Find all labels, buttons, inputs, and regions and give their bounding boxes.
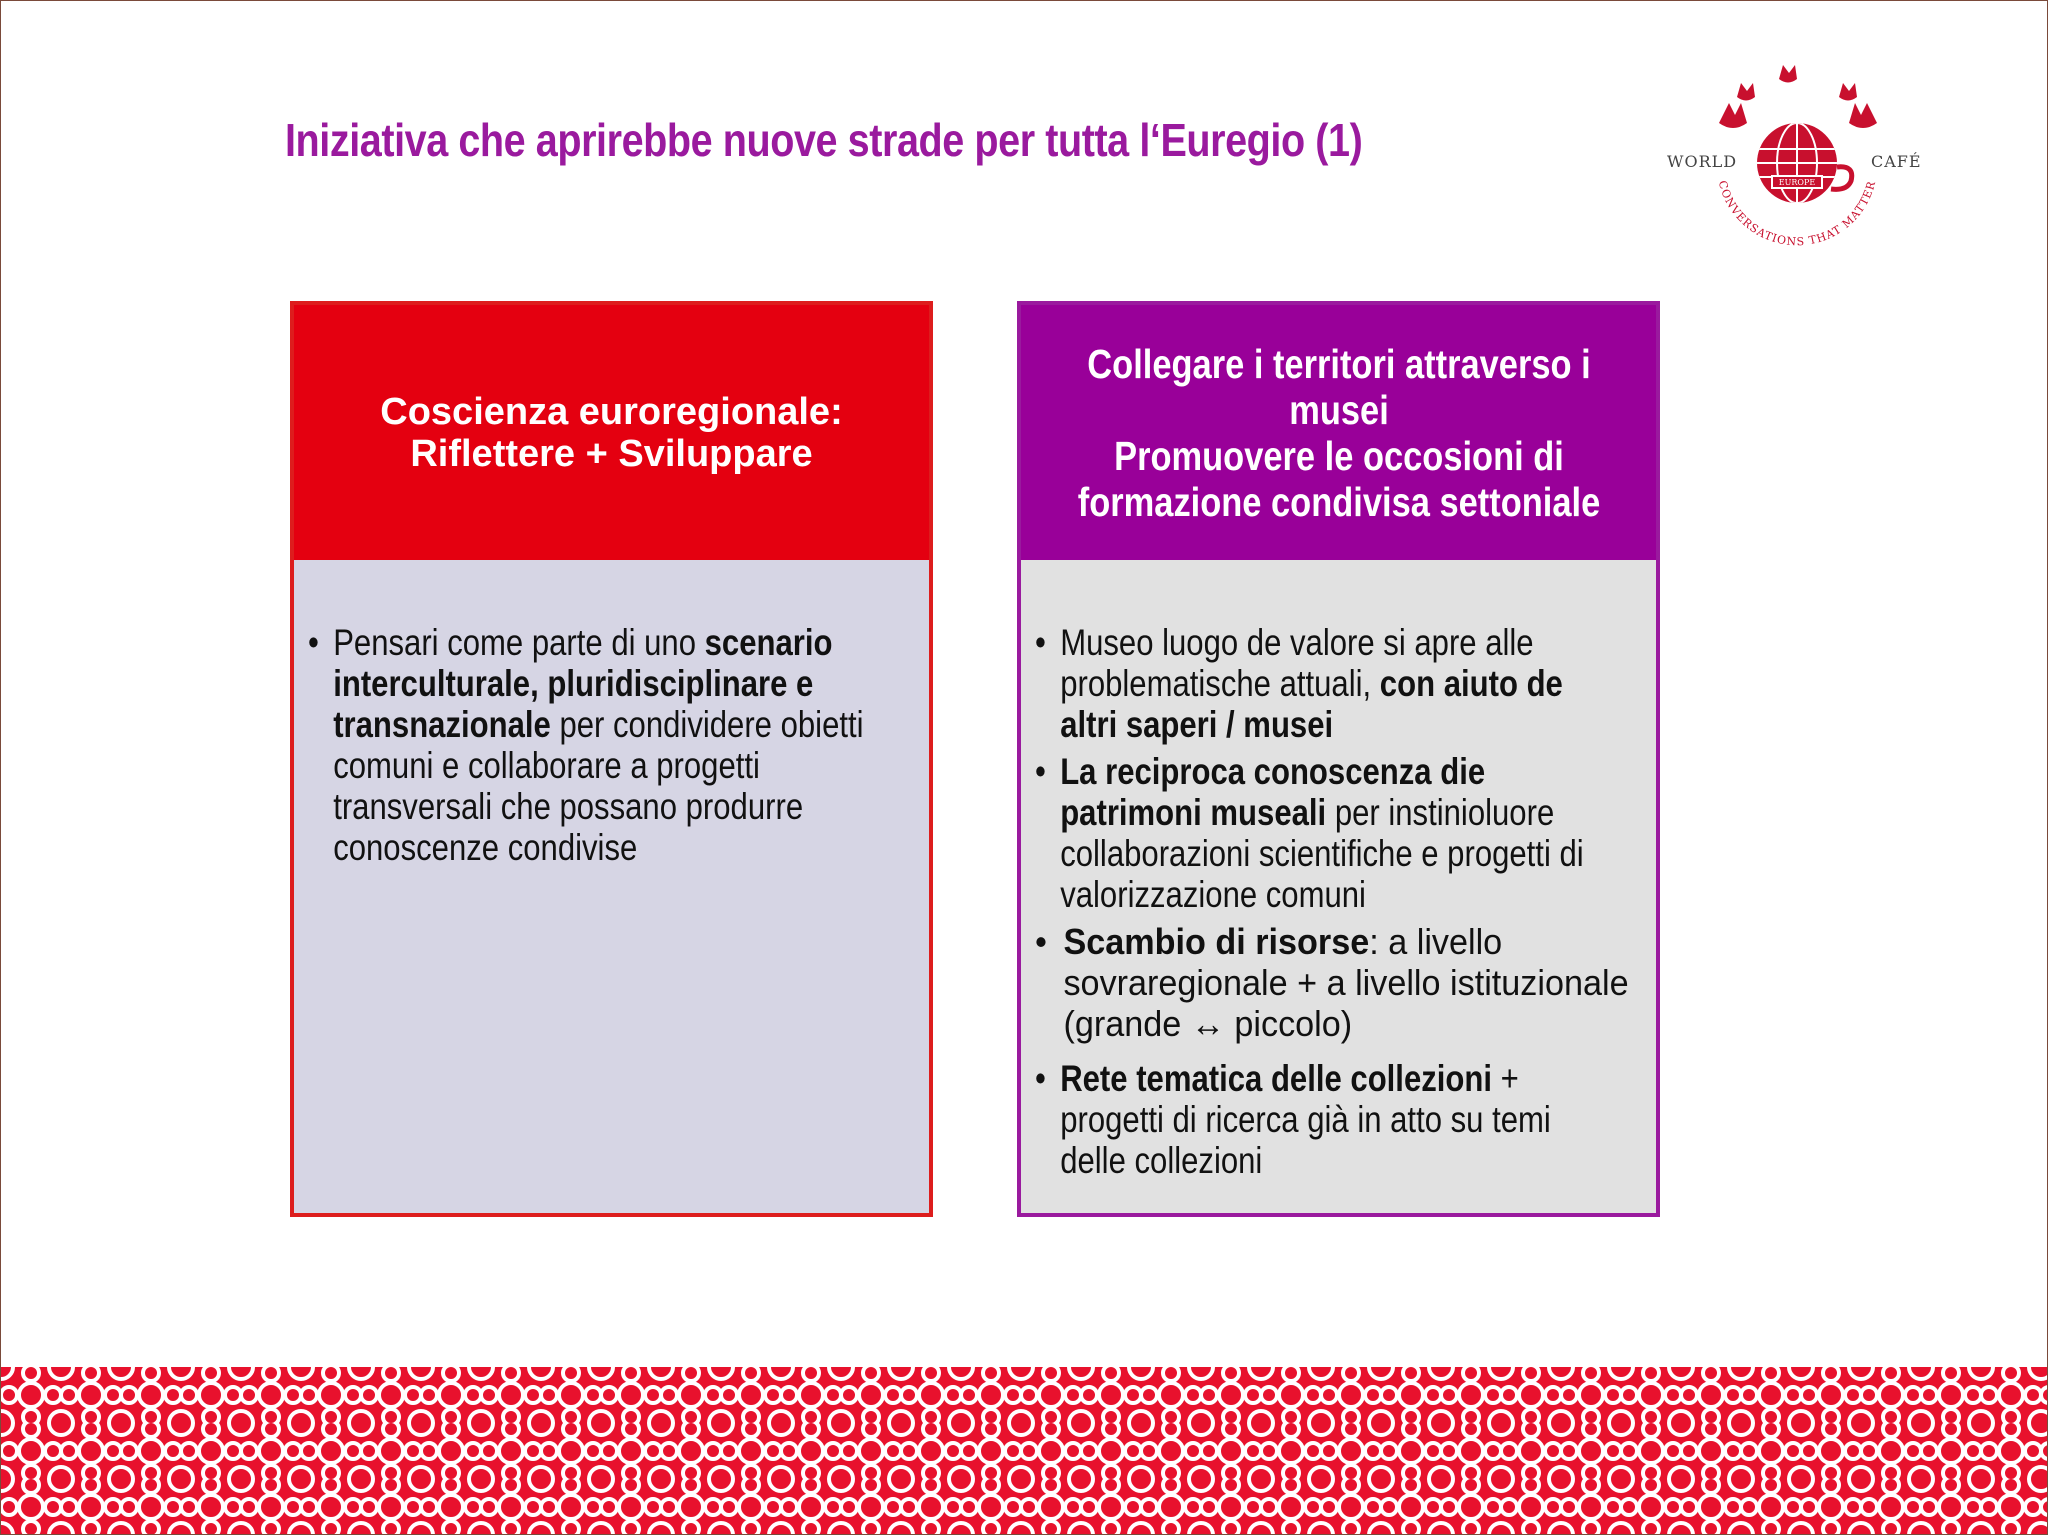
bullet-item: • La reciproca conoscenza die patrimoni museali per instinioluore collaborazioni scientifiche e progetti di valorizzazione comuni (1035, 751, 1623, 915)
decorative-pattern-band (1, 1367, 2048, 1535)
tulip-icons (1719, 65, 1877, 128)
right-card-heading: Collegare i territori attraverso i musei Promuovere le occosioni di formazione condivisa settoniale (1077, 340, 1600, 525)
right-bullet-list (1035, 622, 1629, 1181)
globe-cup-icon (1757, 123, 1852, 203)
bullet-item: • Pensari come parte di uno scenario interculturale, pluridisciplinare e transnazionale per condividere obietti comuni e collaborare a progetti transversali che possano produrre conoscenze condivise (308, 622, 896, 868)
left-card (290, 301, 933, 1217)
right-card (1017, 301, 1660, 1217)
right-card-body (1021, 560, 1656, 1213)
world-cafe-logo (1661, 63, 1933, 273)
bullet-item: • Scambio di risorse: a livello sovraregionale + a livello istituzionale (grande ↔ piccolo) (1035, 921, 1652, 1044)
svg-text:EUROPE: EUROPE (1778, 178, 1816, 187)
slide-title: Iniziativa che aprirebbe nuove strade per tutta l‘Euregio (1) (285, 114, 1363, 166)
logo-arc-text: CONVERSATIONS THAT MATTER (1715, 179, 1879, 249)
right-card-header (1021, 305, 1656, 560)
bullet-item: • Rete tematica delle collezioni + progetti di ricerca già in atto su temi delle collezioni (1035, 1058, 1623, 1181)
left-bullet-list (308, 622, 896, 868)
left-card-header (294, 305, 929, 560)
logo-right-text: CAFÉ (1871, 152, 1922, 171)
logo-left-text: WORLD (1667, 152, 1738, 171)
bullet-item: • Museo luogo de valore si apre alle problematische attuali, con aiuto de altri saperi / musei (1035, 622, 1623, 745)
left-card-body (294, 560, 929, 1213)
left-card-heading: Coscienza euroregionale: Riflettere + Sviluppare (380, 390, 843, 475)
